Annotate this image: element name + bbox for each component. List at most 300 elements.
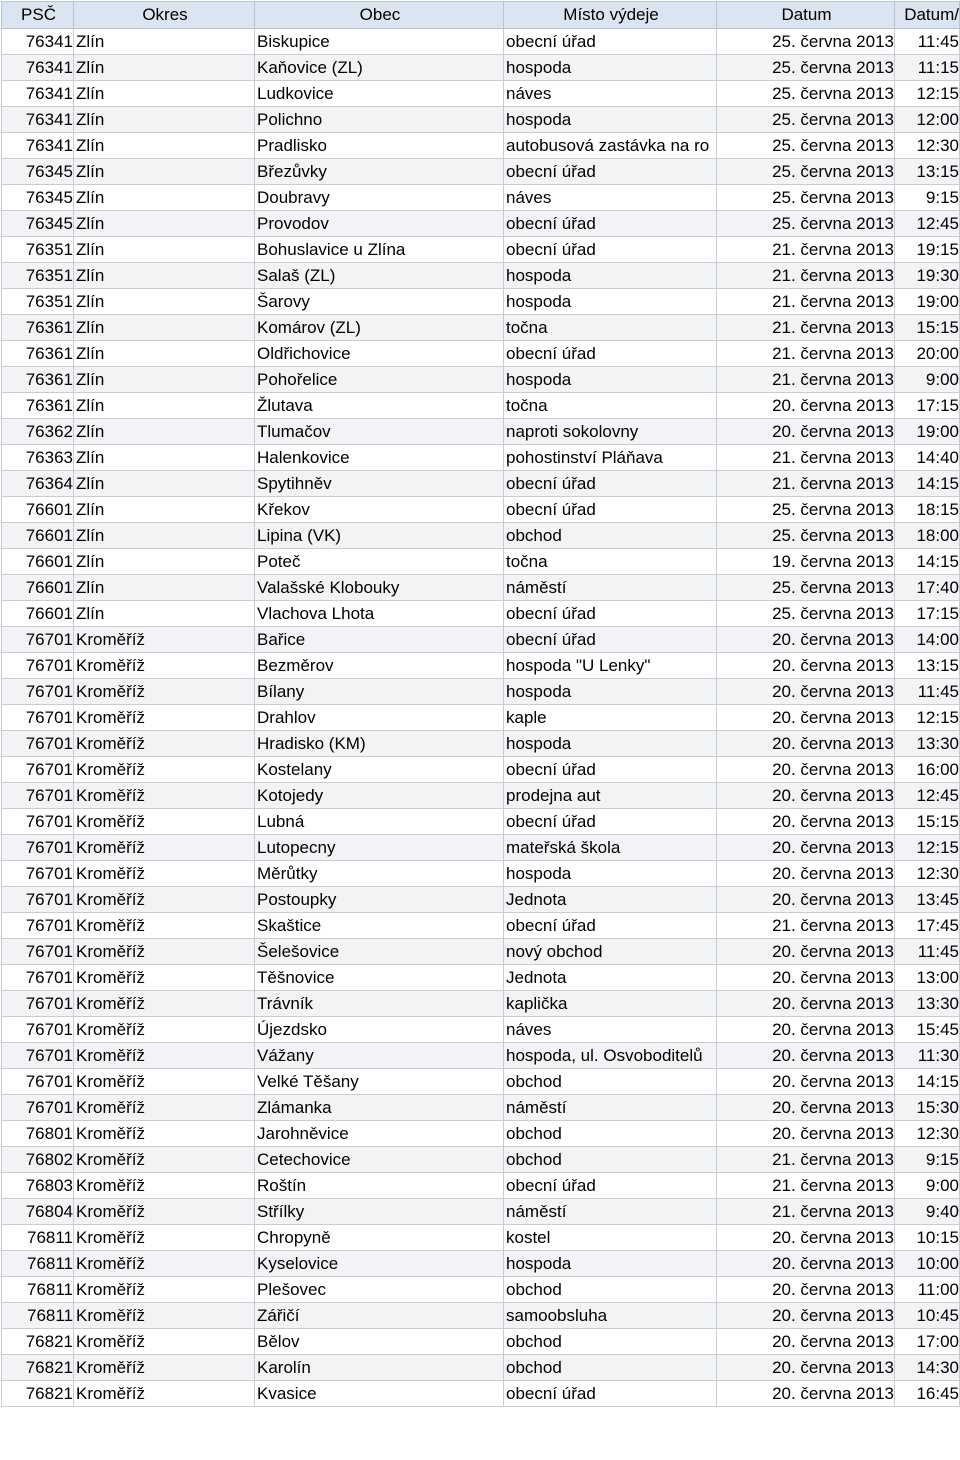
cell-okres[interactable]: Kroměříž: [74, 861, 255, 887]
cell-datum[interactable]: 21. června 2013: [717, 289, 895, 315]
cell-psc[interactable]: 76345: [2, 159, 74, 185]
cell-okres[interactable]: Zlín: [74, 367, 255, 393]
cell-okres[interactable]: Kroměříž: [74, 1277, 255, 1303]
cell-cas[interactable]: 16:00: [895, 757, 960, 783]
cell-psc[interactable]: 76341: [2, 55, 74, 81]
cell-obec[interactable]: Těšnovice: [255, 965, 504, 991]
cell-datum[interactable]: 20. června 2013: [717, 627, 895, 653]
cell-datum[interactable]: 20. června 2013: [717, 653, 895, 679]
cell-okres[interactable]: Zlín: [74, 81, 255, 107]
cell-cas[interactable]: 14:40: [895, 445, 960, 471]
cell-psc[interactable]: 76364: [2, 471, 74, 497]
cell-datum[interactable]: 25. června 2013: [717, 107, 895, 133]
cell-obec[interactable]: Pradlisko: [255, 133, 504, 159]
cell-cas[interactable]: 17:00: [895, 1329, 960, 1355]
cell-okres[interactable]: Kroměříž: [74, 809, 255, 835]
cell-obec[interactable]: Jarohněvice: [255, 1121, 504, 1147]
cell-datum[interactable]: 20. června 2013: [717, 419, 895, 445]
cell-psc[interactable]: 76811: [2, 1303, 74, 1329]
cell-psc[interactable]: 76701: [2, 731, 74, 757]
cell-okres[interactable]: Zlín: [74, 289, 255, 315]
cell-misto-vydeje[interactable]: hospoda: [504, 289, 717, 315]
cell-misto-vydeje[interactable]: obchod: [504, 1329, 717, 1355]
cell-obec[interactable]: Měrůtky: [255, 861, 504, 887]
cell-misto-vydeje[interactable]: hospoda: [504, 1251, 717, 1277]
cell-obec[interactable]: Karolín: [255, 1355, 504, 1381]
cell-okres[interactable]: Kroměříž: [74, 1355, 255, 1381]
cell-obec[interactable]: Provodov: [255, 211, 504, 237]
cell-datum[interactable]: 21. června 2013: [717, 445, 895, 471]
cell-obec[interactable]: Šarovy: [255, 289, 504, 315]
cell-psc[interactable]: 76701: [2, 809, 74, 835]
cell-okres[interactable]: Kroměříž: [74, 887, 255, 913]
cell-okres[interactable]: Zlín: [74, 263, 255, 289]
cell-okres[interactable]: Zlín: [74, 29, 255, 55]
cell-psc[interactable]: 76601: [2, 523, 74, 549]
cell-datum[interactable]: 25. června 2013: [717, 55, 895, 81]
cell-okres[interactable]: Kroměříž: [74, 1251, 255, 1277]
cell-psc[interactable]: 76701: [2, 861, 74, 887]
cell-cas[interactable]: 13:15: [895, 159, 960, 185]
cell-okres[interactable]: Zlín: [74, 497, 255, 523]
cell-psc[interactable]: 76361: [2, 393, 74, 419]
cell-okres[interactable]: Zlín: [74, 133, 255, 159]
cell-okres[interactable]: Kroměříž: [74, 965, 255, 991]
cell-obec[interactable]: Újezdsko: [255, 1017, 504, 1043]
cell-cas[interactable]: 13:30: [895, 991, 960, 1017]
cell-datum[interactable]: 20. června 2013: [717, 731, 895, 757]
cell-cas[interactable]: 18:00: [895, 523, 960, 549]
cell-cas[interactable]: 17:15: [895, 393, 960, 419]
cell-cas[interactable]: 11:30: [895, 1043, 960, 1069]
cell-datum[interactable]: 20. června 2013: [717, 1277, 895, 1303]
cell-psc[interactable]: 76351: [2, 237, 74, 263]
cell-cas[interactable]: 12:30: [895, 1121, 960, 1147]
cell-okres[interactable]: Zlín: [74, 445, 255, 471]
cell-okres[interactable]: Zlín: [74, 393, 255, 419]
cell-obec[interactable]: Bělov: [255, 1329, 504, 1355]
cell-cas[interactable]: 11:15: [895, 55, 960, 81]
cell-cas[interactable]: 11:45: [895, 939, 960, 965]
cell-psc[interactable]: 76701: [2, 679, 74, 705]
cell-okres[interactable]: Zlín: [74, 211, 255, 237]
cell-datum[interactable]: 20. června 2013: [717, 393, 895, 419]
cell-okres[interactable]: Kroměříž: [74, 1017, 255, 1043]
cell-okres[interactable]: Kroměříž: [74, 1043, 255, 1069]
cell-psc[interactable]: 76701: [2, 627, 74, 653]
cell-okres[interactable]: Kroměříž: [74, 679, 255, 705]
cell-misto-vydeje[interactable]: náves: [504, 185, 717, 211]
cell-psc[interactable]: 76821: [2, 1329, 74, 1355]
cell-datum[interactable]: 20. června 2013: [717, 835, 895, 861]
cell-okres[interactable]: Kroměříž: [74, 1147, 255, 1173]
cell-cas[interactable]: 15:45: [895, 1017, 960, 1043]
cell-cas[interactable]: 15:30: [895, 1095, 960, 1121]
cell-misto-vydeje[interactable]: obecní úřad: [504, 757, 717, 783]
cell-psc[interactable]: 76801: [2, 1121, 74, 1147]
cell-obec[interactable]: Pohořelice: [255, 367, 504, 393]
header-misto-vydeje[interactable]: Místo výdeje: [504, 2, 717, 29]
cell-obec[interactable]: Tlumačov: [255, 419, 504, 445]
cell-psc[interactable]: 76351: [2, 263, 74, 289]
cell-cas[interactable]: 14:15: [895, 1069, 960, 1095]
cell-okres[interactable]: Zlín: [74, 315, 255, 341]
cell-misto-vydeje[interactable]: obchod: [504, 1355, 717, 1381]
cell-cas[interactable]: 20:00: [895, 341, 960, 367]
cell-cas[interactable]: 18:15: [895, 497, 960, 523]
cell-okres[interactable]: Zlín: [74, 523, 255, 549]
cell-psc[interactable]: 76361: [2, 367, 74, 393]
cell-obec[interactable]: Bílany: [255, 679, 504, 705]
cell-psc[interactable]: 76701: [2, 783, 74, 809]
cell-misto-vydeje[interactable]: hospoda: [504, 107, 717, 133]
cell-psc[interactable]: 76701: [2, 653, 74, 679]
cell-okres[interactable]: Kroměříž: [74, 991, 255, 1017]
cell-misto-vydeje[interactable]: naproti sokolovny: [504, 419, 717, 445]
cell-psc[interactable]: 76362: [2, 419, 74, 445]
cell-obec[interactable]: Kaňovice (ZL): [255, 55, 504, 81]
cell-psc[interactable]: 76701: [2, 887, 74, 913]
cell-obec[interactable]: Chropyně: [255, 1225, 504, 1251]
cell-misto-vydeje[interactable]: kostel: [504, 1225, 717, 1251]
cell-psc[interactable]: 76802: [2, 1147, 74, 1173]
cell-datum[interactable]: 25. června 2013: [717, 159, 895, 185]
cell-misto-vydeje[interactable]: hospoda: [504, 367, 717, 393]
cell-obec[interactable]: Skaštice: [255, 913, 504, 939]
cell-misto-vydeje[interactable]: obecní úřad: [504, 211, 717, 237]
cell-okres[interactable]: Kroměříž: [74, 1225, 255, 1251]
cell-misto-vydeje[interactable]: náves: [504, 1017, 717, 1043]
cell-cas[interactable]: 12:30: [895, 861, 960, 887]
cell-okres[interactable]: Kroměříž: [74, 835, 255, 861]
cell-obec[interactable]: Bohuslavice u Zlína: [255, 237, 504, 263]
cell-obec[interactable]: Bařice: [255, 627, 504, 653]
cell-okres[interactable]: Kroměříž: [74, 913, 255, 939]
cell-psc[interactable]: 76701: [2, 1069, 74, 1095]
cell-misto-vydeje[interactable]: obecní úřad: [504, 237, 717, 263]
cell-psc[interactable]: 76341: [2, 29, 74, 55]
cell-datum[interactable]: 21. června 2013: [717, 1199, 895, 1225]
cell-datum[interactable]: 25. června 2013: [717, 523, 895, 549]
cell-cas[interactable]: 11:45: [895, 29, 960, 55]
cell-datum[interactable]: 20. června 2013: [717, 705, 895, 731]
cell-cas[interactable]: 9:00: [895, 1173, 960, 1199]
cell-misto-vydeje[interactable]: obecní úřad: [504, 341, 717, 367]
cell-okres[interactable]: Zlín: [74, 55, 255, 81]
cell-okres[interactable]: Zlín: [74, 549, 255, 575]
cell-okres[interactable]: Zlín: [74, 159, 255, 185]
cell-cas[interactable]: 14:15: [895, 549, 960, 575]
cell-okres[interactable]: Kroměříž: [74, 1199, 255, 1225]
cell-obec[interactable]: Lipina (VK): [255, 523, 504, 549]
cell-psc[interactable]: 76701: [2, 913, 74, 939]
cell-psc[interactable]: 76345: [2, 185, 74, 211]
cell-obec[interactable]: Kostelany: [255, 757, 504, 783]
cell-datum[interactable]: 20. června 2013: [717, 939, 895, 965]
cell-okres[interactable]: Zlín: [74, 185, 255, 211]
cell-cas[interactable]: 9:15: [895, 185, 960, 211]
header-obec[interactable]: Obec: [255, 2, 504, 29]
cell-okres[interactable]: Kroměříž: [74, 1095, 255, 1121]
cell-obec[interactable]: Roštín: [255, 1173, 504, 1199]
cell-misto-vydeje[interactable]: točna: [504, 549, 717, 575]
cell-misto-vydeje[interactable]: nový obchod: [504, 939, 717, 965]
cell-datum[interactable]: 20. června 2013: [717, 861, 895, 887]
cell-obec[interactable]: Lubná: [255, 809, 504, 835]
cell-datum[interactable]: 20. června 2013: [717, 1251, 895, 1277]
cell-misto-vydeje[interactable]: náměstí: [504, 1199, 717, 1225]
cell-cas[interactable]: 19:00: [895, 419, 960, 445]
cell-datum[interactable]: 21. června 2013: [717, 471, 895, 497]
cell-psc[interactable]: 76701: [2, 757, 74, 783]
cell-psc[interactable]: 76345: [2, 211, 74, 237]
cell-datum[interactable]: 20. června 2013: [717, 991, 895, 1017]
cell-cas[interactable]: 17:40: [895, 575, 960, 601]
cell-misto-vydeje[interactable]: autobusová zastávka na ro: [504, 133, 717, 159]
cell-okres[interactable]: Kroměříž: [74, 1121, 255, 1147]
cell-datum[interactable]: 21. června 2013: [717, 263, 895, 289]
cell-datum[interactable]: 20. června 2013: [717, 1069, 895, 1095]
cell-psc[interactable]: 76811: [2, 1251, 74, 1277]
cell-psc[interactable]: 76701: [2, 1043, 74, 1069]
cell-psc[interactable]: 76701: [2, 991, 74, 1017]
cell-cas[interactable]: 13:30: [895, 731, 960, 757]
cell-okres[interactable]: Kroměříž: [74, 653, 255, 679]
cell-obec[interactable]: Cetechovice: [255, 1147, 504, 1173]
cell-cas[interactable]: 17:15: [895, 601, 960, 627]
cell-datum[interactable]: 20. června 2013: [717, 1095, 895, 1121]
cell-misto-vydeje[interactable]: mateřská škola: [504, 835, 717, 861]
cell-datum[interactable]: 20. června 2013: [717, 1043, 895, 1069]
cell-misto-vydeje[interactable]: Jednota: [504, 887, 717, 913]
cell-psc[interactable]: 76811: [2, 1225, 74, 1251]
cell-datum[interactable]: 25. června 2013: [717, 601, 895, 627]
cell-okres[interactable]: Kroměříž: [74, 757, 255, 783]
cell-obec[interactable]: Vlachova Lhota: [255, 601, 504, 627]
cell-obec[interactable]: Oldřichovice: [255, 341, 504, 367]
cell-misto-vydeje[interactable]: hospoda: [504, 55, 717, 81]
cell-misto-vydeje[interactable]: obchod: [504, 523, 717, 549]
cell-misto-vydeje[interactable]: obecní úřad: [504, 627, 717, 653]
cell-misto-vydeje[interactable]: obchod: [504, 1147, 717, 1173]
cell-misto-vydeje[interactable]: pohostinství Pláňava: [504, 445, 717, 471]
cell-datum[interactable]: 21. června 2013: [717, 237, 895, 263]
cell-cas[interactable]: 15:15: [895, 809, 960, 835]
cell-okres[interactable]: Zlín: [74, 419, 255, 445]
cell-psc[interactable]: 76701: [2, 965, 74, 991]
cell-datum[interactable]: 21. června 2013: [717, 913, 895, 939]
cell-misto-vydeje[interactable]: obecní úřad: [504, 601, 717, 627]
cell-datum[interactable]: 20. června 2013: [717, 1121, 895, 1147]
cell-datum[interactable]: 20. června 2013: [717, 1355, 895, 1381]
cell-psc[interactable]: 76701: [2, 939, 74, 965]
cell-okres[interactable]: Kroměříž: [74, 1381, 255, 1407]
cell-cas[interactable]: 9:15: [895, 1147, 960, 1173]
cell-datum[interactable]: 25. června 2013: [717, 211, 895, 237]
cell-datum[interactable]: 21. června 2013: [717, 367, 895, 393]
cell-okres[interactable]: Kroměříž: [74, 1069, 255, 1095]
cell-misto-vydeje[interactable]: obchod: [504, 1277, 717, 1303]
cell-datum[interactable]: 20. června 2013: [717, 965, 895, 991]
cell-okres[interactable]: Kroměříž: [74, 705, 255, 731]
cell-obec[interactable]: Polichno: [255, 107, 504, 133]
cell-cas[interactable]: 14:00: [895, 627, 960, 653]
cell-psc[interactable]: 76361: [2, 341, 74, 367]
cell-okres[interactable]: Kroměříž: [74, 1329, 255, 1355]
cell-cas[interactable]: 12:15: [895, 81, 960, 107]
cell-psc[interactable]: 76361: [2, 315, 74, 341]
cell-okres[interactable]: Zlín: [74, 107, 255, 133]
cell-psc[interactable]: 76701: [2, 1017, 74, 1043]
header-datum-cas[interactable]: Datum/: [895, 2, 960, 29]
cell-psc[interactable]: 76601: [2, 601, 74, 627]
cell-cas[interactable]: 19:15: [895, 237, 960, 263]
cell-datum[interactable]: 20. června 2013: [717, 783, 895, 809]
cell-obec[interactable]: Žlutava: [255, 393, 504, 419]
header-datum[interactable]: Datum: [717, 2, 895, 29]
cell-misto-vydeje[interactable]: prodejna aut: [504, 783, 717, 809]
cell-cas[interactable]: 16:45: [895, 1381, 960, 1407]
cell-psc[interactable]: 76341: [2, 133, 74, 159]
cell-obec[interactable]: Kotojedy: [255, 783, 504, 809]
cell-datum[interactable]: 20. června 2013: [717, 809, 895, 835]
cell-psc[interactable]: 76811: [2, 1277, 74, 1303]
cell-cas[interactable]: 14:15: [895, 471, 960, 497]
cell-misto-vydeje[interactable]: obecní úřad: [504, 913, 717, 939]
cell-misto-vydeje[interactable]: obchod: [504, 1121, 717, 1147]
cell-datum[interactable]: 19. června 2013: [717, 549, 895, 575]
cell-datum[interactable]: 25. června 2013: [717, 133, 895, 159]
cell-obec[interactable]: Doubravy: [255, 185, 504, 211]
cell-cas[interactable]: 13:15: [895, 653, 960, 679]
cell-cas[interactable]: 9:40: [895, 1199, 960, 1225]
cell-cas[interactable]: 17:45: [895, 913, 960, 939]
cell-cas[interactable]: 13:45: [895, 887, 960, 913]
cell-obec[interactable]: Valašské Klobouky: [255, 575, 504, 601]
cell-misto-vydeje[interactable]: hospoda: [504, 263, 717, 289]
cell-obec[interactable]: Trávník: [255, 991, 504, 1017]
cell-cas[interactable]: 12:15: [895, 705, 960, 731]
cell-okres[interactable]: Zlín: [74, 575, 255, 601]
cell-misto-vydeje[interactable]: obecní úřad: [504, 809, 717, 835]
cell-datum[interactable]: 21. června 2013: [717, 341, 895, 367]
cell-datum[interactable]: 20. června 2013: [717, 1329, 895, 1355]
cell-datum[interactable]: 21. června 2013: [717, 315, 895, 341]
cell-cas[interactable]: 10:15: [895, 1225, 960, 1251]
cell-cas[interactable]: 10:45: [895, 1303, 960, 1329]
cell-okres[interactable]: Zlín: [74, 601, 255, 627]
cell-misto-vydeje[interactable]: obecní úřad: [504, 1381, 717, 1407]
cell-obec[interactable]: Spytihněv: [255, 471, 504, 497]
cell-obec[interactable]: Postoupky: [255, 887, 504, 913]
cell-misto-vydeje[interactable]: obecní úřad: [504, 471, 717, 497]
cell-obec[interactable]: Poteč: [255, 549, 504, 575]
cell-misto-vydeje[interactable]: náves: [504, 81, 717, 107]
cell-misto-vydeje[interactable]: hospoda: [504, 679, 717, 705]
cell-datum[interactable]: 25. června 2013: [717, 185, 895, 211]
cell-obec[interactable]: Březůvky: [255, 159, 504, 185]
cell-okres[interactable]: Kroměříž: [74, 783, 255, 809]
cell-psc[interactable]: 76701: [2, 705, 74, 731]
cell-misto-vydeje[interactable]: samoobsluha: [504, 1303, 717, 1329]
cell-cas[interactable]: 10:00: [895, 1251, 960, 1277]
cell-obec[interactable]: Ludkovice: [255, 81, 504, 107]
cell-misto-vydeje[interactable]: Jednota: [504, 965, 717, 991]
cell-obec[interactable]: Šelešovice: [255, 939, 504, 965]
cell-datum[interactable]: 25. června 2013: [717, 575, 895, 601]
cell-misto-vydeje[interactable]: kaplička: [504, 991, 717, 1017]
cell-psc[interactable]: 76341: [2, 107, 74, 133]
cell-datum[interactable]: 20. června 2013: [717, 1225, 895, 1251]
cell-misto-vydeje[interactable]: obecní úřad: [504, 1173, 717, 1199]
cell-psc[interactable]: 76804: [2, 1199, 74, 1225]
cell-obec[interactable]: Komárov (ZL): [255, 315, 504, 341]
cell-cas[interactable]: 12:45: [895, 783, 960, 809]
cell-okres[interactable]: Kroměříž: [74, 1303, 255, 1329]
cell-obec[interactable]: Kvasice: [255, 1381, 504, 1407]
cell-misto-vydeje[interactable]: náměstí: [504, 1095, 717, 1121]
cell-datum[interactable]: 21. června 2013: [717, 1147, 895, 1173]
cell-okres[interactable]: Kroměříž: [74, 731, 255, 757]
cell-obec[interactable]: Plešovec: [255, 1277, 504, 1303]
cell-cas[interactable]: 12:30: [895, 133, 960, 159]
cell-cas[interactable]: 11:45: [895, 679, 960, 705]
cell-misto-vydeje[interactable]: hospoda: [504, 861, 717, 887]
cell-obec[interactable]: Kyselovice: [255, 1251, 504, 1277]
cell-misto-vydeje[interactable]: hospoda, ul. Osvoboditelů: [504, 1043, 717, 1069]
cell-obec[interactable]: Bezměrov: [255, 653, 504, 679]
cell-misto-vydeje[interactable]: hospoda: [504, 731, 717, 757]
cell-obec[interactable]: Hradisko (KM): [255, 731, 504, 757]
cell-misto-vydeje[interactable]: hospoda "U Lenky": [504, 653, 717, 679]
cell-misto-vydeje[interactable]: obecní úřad: [504, 497, 717, 523]
cell-cas[interactable]: 12:15: [895, 835, 960, 861]
cell-psc[interactable]: 76363: [2, 445, 74, 471]
cell-datum[interactable]: 25. června 2013: [717, 497, 895, 523]
cell-obec[interactable]: Křekov: [255, 497, 504, 523]
cell-psc[interactable]: 76701: [2, 835, 74, 861]
cell-obec[interactable]: Salaš (ZL): [255, 263, 504, 289]
cell-misto-vydeje[interactable]: točna: [504, 393, 717, 419]
cell-misto-vydeje[interactable]: točna: [504, 315, 717, 341]
cell-obec[interactable]: Biskupice: [255, 29, 504, 55]
cell-psc[interactable]: 76601: [2, 549, 74, 575]
cell-misto-vydeje[interactable]: kaple: [504, 705, 717, 731]
cell-datum[interactable]: 20. června 2013: [717, 887, 895, 913]
cell-cas[interactable]: 15:15: [895, 315, 960, 341]
cell-cas[interactable]: 19:00: [895, 289, 960, 315]
cell-okres[interactable]: Kroměříž: [74, 627, 255, 653]
cell-datum[interactable]: 20. června 2013: [717, 1381, 895, 1407]
cell-misto-vydeje[interactable]: náměstí: [504, 575, 717, 601]
cell-misto-vydeje[interactable]: obecní úřad: [504, 29, 717, 55]
cell-psc[interactable]: 76601: [2, 575, 74, 601]
cell-misto-vydeje[interactable]: obchod: [504, 1069, 717, 1095]
header-okres[interactable]: Okres: [74, 2, 255, 29]
cell-psc[interactable]: 76821: [2, 1355, 74, 1381]
cell-datum[interactable]: 20. června 2013: [717, 1303, 895, 1329]
cell-cas[interactable]: 12:00: [895, 107, 960, 133]
cell-datum[interactable]: 25. června 2013: [717, 81, 895, 107]
cell-psc[interactable]: 76821: [2, 1381, 74, 1407]
cell-psc[interactable]: 76803: [2, 1173, 74, 1199]
cell-psc[interactable]: 76341: [2, 81, 74, 107]
cell-okres[interactable]: Zlín: [74, 471, 255, 497]
cell-datum[interactable]: 20. června 2013: [717, 757, 895, 783]
cell-obec[interactable]: Střílky: [255, 1199, 504, 1225]
cell-cas[interactable]: 9:00: [895, 367, 960, 393]
cell-cas[interactable]: 12:45: [895, 211, 960, 237]
